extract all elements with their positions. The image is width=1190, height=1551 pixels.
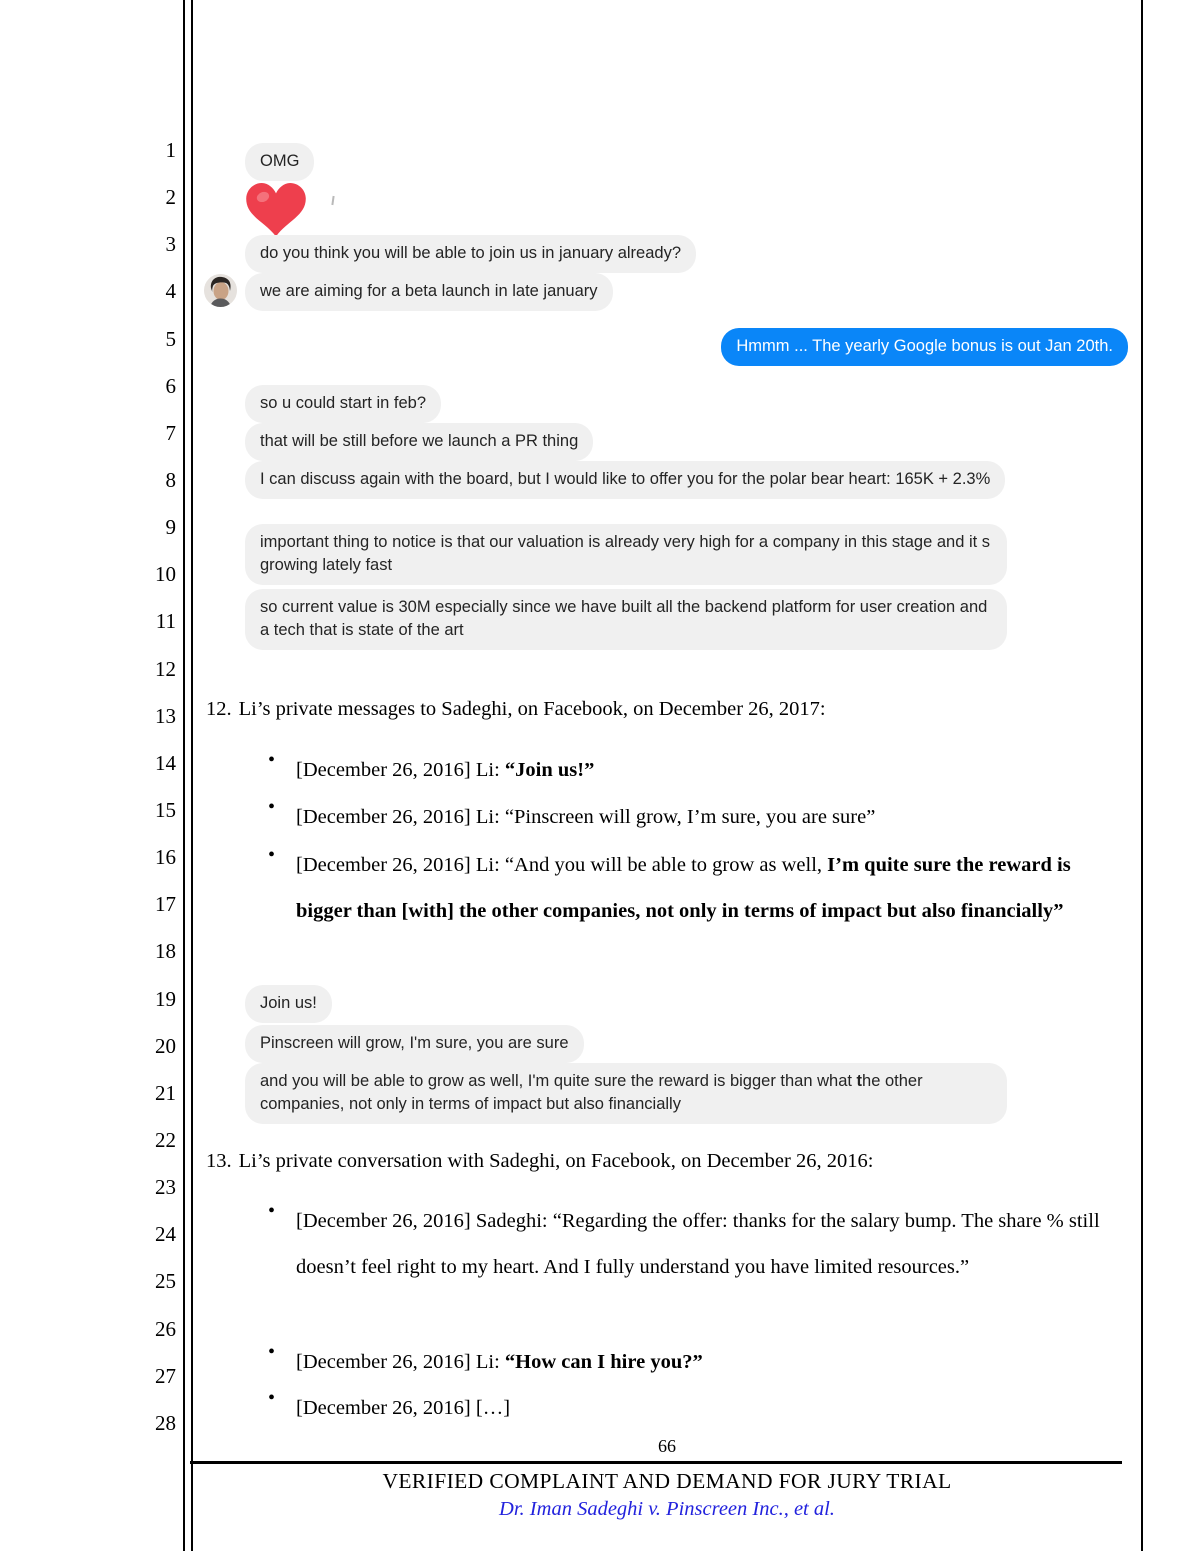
bullet-text-normal: [December 26, 2016] Li: <box>296 1351 505 1373</box>
chat-bubble-outgoing <box>721 328 1128 366</box>
heart-icon <box>245 183 307 237</box>
chat-bubble <box>245 589 1007 650</box>
line-number: 20 <box>155 1033 176 1058</box>
paragraph-heading-text: Li’s private messages to Sadeghi, on Facebook, on December 26, 2017: <box>238 698 826 720</box>
line-number: 10 <box>155 562 176 587</box>
bullet-item <box>268 1340 1128 1386</box>
bullet-text <box>296 748 1114 794</box>
line-number: 17 <box>155 892 176 917</box>
paragraph-number: 12. <box>206 698 232 720</box>
bullet-item <box>268 1386 1128 1432</box>
bullet-text <box>296 1340 1114 1386</box>
chat-bubble-omg <box>245 143 314 181</box>
chat-message-text: Pinscreen will grow, I'm sure, you are sure <box>260 1034 569 1052</box>
bullet-icon: • <box>268 844 276 866</box>
line-number: 15 <box>155 797 176 822</box>
bullet-item <box>268 1199 1128 1290</box>
chat-message-text: important thing to notice is that our valuation is already very high for a company in this stage and it s growing lately fast <box>260 533 991 574</box>
bullet-text-bold: I’m quite sure the reward is bigger than [with] the other companies, not only in terms of impact but also financially <box>296 854 1071 922</box>
line-number: 12 <box>155 656 176 681</box>
line-number: 1 <box>165 138 176 162</box>
line-number: 7 <box>165 420 176 445</box>
bullet-icon: • <box>268 1341 276 1363</box>
bullet-text-normal: [December 26, 2016] Li: “Pinscreen will grow, I’m sure, you are sure” <box>296 806 876 828</box>
line-number: 14 <box>155 750 176 775</box>
line-number: 19 <box>155 986 176 1011</box>
chat-message-text: I can discuss again with the board, but I would like to offer you for the polar bear heart: 165K + 2.3% <box>260 470 991 488</box>
line-number: 26 <box>155 1316 176 1341</box>
chat-bubble <box>245 273 613 311</box>
line-number: 6 <box>165 373 176 398</box>
chat-bubble <box>245 461 1005 499</box>
chat-bubble <box>245 524 1007 585</box>
bullet-icon: • <box>268 796 276 818</box>
chat-message-text: he other companies, not only in terms of impact but also financially <box>260 1072 923 1113</box>
line-number: 5 <box>165 326 176 351</box>
line-number-column <box>128 138 176 1458</box>
line-number: 25 <box>155 1269 176 1294</box>
paragraph-heading-text: Li’s private conversation with Sadeghi, on Facebook, on December 26, 2016: <box>238 1150 874 1172</box>
chat-message-text: Join us! <box>260 994 317 1012</box>
bullet-item <box>268 748 1128 794</box>
paragraph-13-heading <box>206 1150 1126 1173</box>
paragraph-number: 13. <box>206 1150 232 1172</box>
bullet-text <box>296 843 1114 934</box>
line-number: 16 <box>155 845 176 870</box>
left-margin-rule-inner <box>191 0 193 1551</box>
page-number: 66 <box>658 1436 676 1456</box>
bullet-text-normal: [December 26, 2016] Li: <box>296 759 505 781</box>
line-number: 9 <box>165 515 176 540</box>
line-number: 3 <box>165 232 176 257</box>
bullet-icon: • <box>268 1387 276 1409</box>
bullet-text-normal: [December 26, 2016] […] <box>296 1397 511 1419</box>
line-number: 21 <box>155 1080 176 1105</box>
footer-divider <box>190 1461 1122 1464</box>
chat-message-text: and you will be able to grow as well, I'm quite sure the reward is bigger than what <box>260 1072 857 1090</box>
chat-message-text: that will be still before we launch a PR thing <box>260 432 579 450</box>
bullet-text <box>296 1199 1114 1290</box>
avatar <box>204 274 237 307</box>
chat-message-text: so u could start in feb? <box>260 394 427 412</box>
line-number: 8 <box>165 467 176 492</box>
bullet-item <box>268 843 1128 934</box>
line-number: 18 <box>155 939 176 964</box>
bullet-text-bold: “Join us!” <box>504 759 595 781</box>
screenshot-artifact-mark <box>331 196 334 205</box>
chat-message-text-bold: t <box>856 1072 863 1090</box>
chat-bubble <box>245 1025 584 1063</box>
bullet-text-normal: [December 26, 2016] Sadeghi: “Regarding the offer: thanks for the salary bump. The share % still doesn’t feel right to my heart. And I fully understand you have limited resources.” <box>296 1210 1100 1278</box>
chat-bubble <box>245 1063 1007 1124</box>
bullet-text-normal: [December 26, 2016] Li: “And you will be able to grow as well, <box>296 854 828 876</box>
footer-case-name: Dr. Iman Sadeghi v. Pinscreen Inc., et al. <box>499 1498 835 1520</box>
line-number: 13 <box>155 703 176 728</box>
right-margin-rule <box>1141 0 1143 1551</box>
bullet-icon: • <box>268 1200 276 1222</box>
chat-message-text: do you think you will be able to join us in january already? <box>260 244 682 262</box>
bullet-icon: • <box>268 749 276 771</box>
paragraph-12-heading <box>206 698 1126 721</box>
line-number: 2 <box>165 185 176 210</box>
chat-bubble <box>245 385 441 423</box>
chat-message-text: so current value is 30M especially since we have built all the backend platform for user creation and a tech that is state of the art <box>260 598 988 639</box>
bullet-text-bold: “How can I hire you?” <box>504 1351 703 1373</box>
chat-bubble <box>245 985 332 1023</box>
line-number: 4 <box>165 279 176 304</box>
chat-message-text: Hmmm ... The yearly Google bonus is out Jan 20th. <box>736 337 1113 355</box>
chat-message-text: we are aiming for a beta launch in late january <box>260 282 598 300</box>
line-number: 11 <box>155 609 176 634</box>
line-number: 22 <box>155 1127 176 1152</box>
chat-bubble <box>245 235 696 273</box>
bullet-text <box>296 795 1114 841</box>
line-number: 24 <box>155 1222 176 1247</box>
chat-message-text: OMG <box>260 152 300 170</box>
footer-document-title: VERIFIED COMPLAINT AND DEMAND FOR JURY TRIAL <box>382 1469 952 1493</box>
line-number: 27 <box>155 1363 176 1388</box>
line-number: 28 <box>155 1410 176 1435</box>
bullet-text-bold: ” <box>1053 899 1064 922</box>
left-margin-rule-outer <box>183 0 185 1551</box>
line-number: 23 <box>155 1175 176 1200</box>
chat-bubble <box>245 423 593 461</box>
bullet-item <box>268 795 1128 841</box>
bullet-text <box>296 1386 1114 1432</box>
